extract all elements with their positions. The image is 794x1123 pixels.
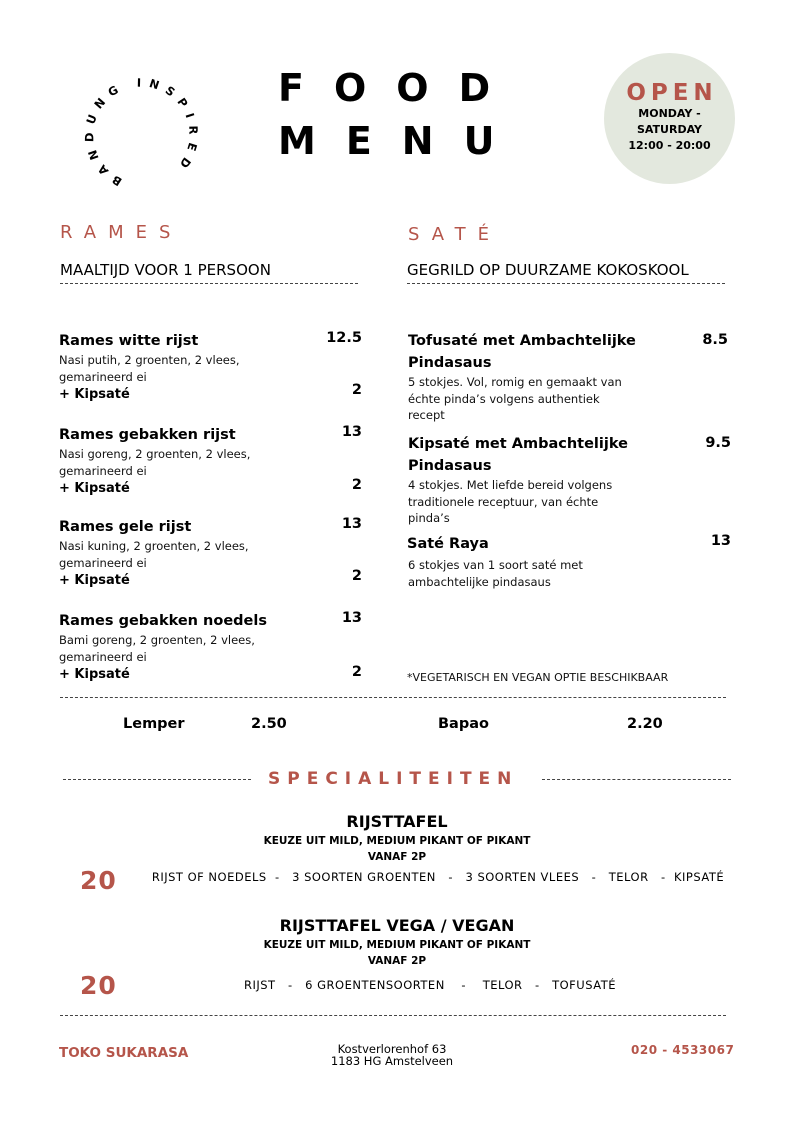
item-description-line-1: Nasi goreng, 2 groenten, 2 vlees, bbox=[59, 447, 251, 461]
rames-subheading: MAALTIJD VOOR 1 PERSOON bbox=[60, 261, 271, 279]
special-subtitle: KEUZE UIT MILD, MEDIUM PIKANT OF PIKANT bbox=[263, 939, 531, 951]
snack-price: 2.50 bbox=[251, 716, 287, 732]
item-name-line-1: Tofusaté met Ambachtelijke bbox=[408, 333, 636, 349]
item-description-line-1: 6 stokjes van 1 soort saté met bbox=[408, 558, 583, 572]
rames-heading: RAMES bbox=[60, 222, 183, 243]
item-name: Rames gebakken rijst bbox=[59, 427, 236, 443]
item-extra: + Kipsaté bbox=[59, 387, 130, 402]
item-description-line-3: pinda’s bbox=[408, 511, 450, 525]
restaurant-name: TOKO SUKARASA bbox=[59, 1045, 189, 1061]
vegetarian-note: *VEGETARISCH EN VEGAN OPTIE BESCHIKBAAR bbox=[407, 671, 669, 684]
rames-item bbox=[59, 610, 362, 684]
opening-hours-badge bbox=[604, 53, 735, 184]
open-label: OPEN bbox=[626, 80, 718, 106]
specialiteiten-divider-left bbox=[63, 779, 251, 780]
item-price: 13 bbox=[341, 424, 362, 440]
item-description-line-2: gemarineerd ei bbox=[59, 463, 147, 478]
open-days-line-2: SATURDAY bbox=[636, 123, 703, 136]
item-price: 9.5 bbox=[705, 435, 731, 451]
item-name: Rames gele rijst bbox=[59, 519, 192, 535]
item-name: Rames witte rijst bbox=[59, 333, 199, 349]
sate-subheading: GEGRILD OP DUURZAME KOKOSKOOL bbox=[407, 261, 689, 279]
title-food: FOOD bbox=[278, 66, 521, 110]
rames-item bbox=[59, 330, 362, 404]
snack-name: Bapao bbox=[438, 716, 489, 732]
address-line-1: Kostverlorenhof 63 bbox=[337, 1042, 447, 1056]
special-price: 20 bbox=[80, 866, 117, 895]
snacks-divider bbox=[60, 697, 726, 698]
special-price: 20 bbox=[80, 971, 117, 1000]
item-description-line-1: Nasi putih, 2 groenten, 2 vlees, bbox=[59, 353, 240, 367]
rames-divider bbox=[60, 283, 358, 284]
rames-item bbox=[59, 424, 362, 498]
item-extra: + Kipsaté bbox=[59, 667, 130, 682]
specialiteiten-divider-right bbox=[542, 779, 731, 780]
item-description-line-3: recept bbox=[408, 408, 445, 422]
special-subtitle: KEUZE UIT MILD, MEDIUM PIKANT OF PIKANT bbox=[263, 835, 531, 847]
item-name: Rames gebakken noedels bbox=[59, 613, 267, 629]
item-description-line-2: ambachtelijke pindasaus bbox=[408, 574, 551, 589]
special-min-persons: VANAF 2P bbox=[367, 851, 427, 863]
specialiteiten-heading: SPECIALITEITEN bbox=[268, 769, 519, 789]
sate-divider bbox=[407, 283, 725, 284]
item-extra-price: 2 bbox=[351, 477, 362, 493]
sate-heading: SATÉ bbox=[408, 224, 502, 245]
sate-item bbox=[407, 533, 731, 590]
item-price: 13 bbox=[341, 516, 362, 532]
item-description-line-2: gemarineerd ei bbox=[59, 369, 147, 384]
item-description-line-1: 4 stokjes. Met liefde bereid volgens bbox=[408, 478, 613, 492]
item-name: Saté Raya bbox=[407, 536, 489, 552]
special-title: RIJSTTAFEL bbox=[346, 812, 448, 831]
item-price: 8.5 bbox=[702, 332, 728, 348]
item-extra-price: 2 bbox=[351, 664, 362, 680]
snack-price: 2.20 bbox=[627, 716, 663, 732]
item-name-line-2: Pindasaus bbox=[408, 355, 492, 371]
item-extra-price: 2 bbox=[351, 568, 362, 584]
bandung-inspired-badge bbox=[72, 66, 220, 190]
open-hours: 12:00 - 20:00 bbox=[628, 139, 711, 152]
badge-text: BANDUNG INSPIRED bbox=[82, 75, 201, 189]
sate-item bbox=[408, 330, 728, 424]
item-description-line-1: Bami goreng, 2 groenten, 2 vlees, bbox=[59, 633, 255, 647]
item-extra: + Kipsaté bbox=[59, 481, 130, 496]
item-name-line-2: Pindasaus bbox=[408, 458, 492, 474]
item-price: 13 bbox=[710, 533, 731, 549]
rames-item bbox=[59, 516, 362, 590]
item-extra-price: 2 bbox=[351, 382, 362, 398]
item-description-line-2: traditionele receptuur, van échte bbox=[408, 494, 599, 509]
item-name-line-1: Kipsaté met Ambachtelijke bbox=[408, 436, 628, 452]
snack-name: Lemper bbox=[123, 716, 185, 732]
special-title: RIJSTTAFEL VEGA / VEGAN bbox=[279, 916, 515, 935]
item-price: 13 bbox=[341, 610, 362, 626]
item-description-line-1: 5 stokjes. Vol, romig en gemaakt van bbox=[408, 375, 622, 389]
address-line-2: 1183 HG Amstelveen bbox=[330, 1054, 454, 1068]
special-components: RIJST OF NOEDELS - 3 SOORTEN GROENTEN - 3 SOORTEN VLEES - TELOR - KIPSATÉ bbox=[151, 870, 725, 884]
title-menu: MENU bbox=[278, 119, 525, 163]
phone-number: 020 - 4533067 bbox=[631, 1043, 735, 1057]
item-description-line-2: échte pinda’s volgens authentiek bbox=[408, 391, 600, 406]
item-description-line-2: gemarineerd ei bbox=[59, 555, 147, 570]
item-price: 12.5 bbox=[326, 330, 362, 346]
special-components: RIJST - 6 GROENTENSOORTEN - TELOR - TOFUSATÉ bbox=[243, 978, 616, 992]
open-days-line-1: MONDAY - bbox=[638, 107, 701, 120]
item-description-line-2: gemarineerd ei bbox=[59, 649, 147, 664]
special-min-persons: VANAF 2P bbox=[367, 955, 427, 967]
item-extra: + Kipsaté bbox=[59, 573, 130, 588]
item-description-line-1: Nasi kuning, 2 groenten, 2 vlees, bbox=[59, 539, 249, 553]
sate-item bbox=[408, 433, 731, 527]
footer-divider bbox=[60, 1015, 726, 1016]
